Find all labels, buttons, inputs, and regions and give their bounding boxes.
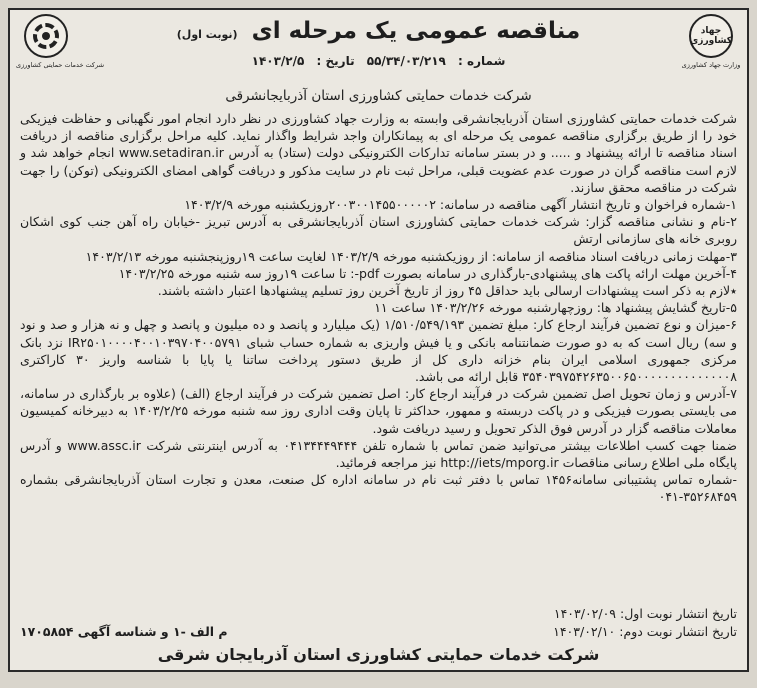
- company-heading: شرکت خدمات حمایتی کشاورزی استان آذربایجانشرقی: [225, 88, 532, 104]
- logo-label-top: جهاد: [700, 26, 722, 36]
- number-value: ۵۵/۳۴/۰۳/۲۱۹: [366, 54, 446, 68]
- tender-notice: [8, 8, 749, 672]
- item-6: ۶-میزان و نوع تضمین فرآیند ارجاع کار: مبلغ تضمین ۱/۵۱۰/۵۴۹/۱۹۳ (یک میلیارد و پانصد و ده میلیون و پانصد و چهل و نه هزار و صد و نود و سه) ریال است که به دو صورت ضمانتنامه بانکی و یا فیش واریزی به شماره حساب شبای IR۲۵۰۱۰۰۰۰۴۰۰۱۰۳۹۷۰۴۰۰۵۷۹۱ نزد بانک مرکزی جمهوری اسلامی ایران بنام خزانه داری کل از طریق دستور پرداخت ساتنا یا پایا با شناسه واریز ۳۰ کاراکتری ۳۵۴۰۳۹۷۵۴۲۶۳۵۰۰۶۵۰۰۰۰۰۰۰۰۰۰۰۰۰۰۸ قابل ارائه می باشد.: [20, 317, 738, 385]
- item-7: ۷-آدرس و زمان تحویل اصل تضمین شرکت در فرآیند ارجاع کار: اصل تضمین شرکت در فرآیند ارجاع (الف) (علاوه بر بارگذاری در سامانه، می بایستی بصورت فیزیکی و در پاکت دربسته و ممهور، حداکثر تا پایان وقت اداری روز سه شنبه مورخه ۱۴۰۳/۲/۲۵ به دبیرخانه کمیسیون معاملات مناقصه گزار در آدرس فوق الذکر تحویل و رسید دریافت شود.: [20, 386, 737, 436]
- intro-paragraph: شرکت خدمات حمایتی کشاورزی استان آذربایجانشرقی وابسته به وزارت جهاد کشاورزی در نظر دارد انجام امور نگهبانی و حفاظت فیزیکی خود را از طریق برگزاری مناقصه عمومی یک مرحله ای به پیمانکاران واجد شرایط واگذار نماید. کلیه مراحل برگزاری مناقصه از دریافت اسناد مناقصه تا ارائه پیشنهاد و ..... و در بستر سامانه تدارکات الکترونیکی دولت (ستاد) به آدرس www.setadiran.ir انجام خواهد شد و لازم است مناقصه گران در صورت عدم عضویت قبلی، مراحل ثبت نام در سایت مذکور و دریافت گواهی امضای الکترونیکی (توکن) را جهت شرکت در مناقصه محقق سازند.: [20, 111, 737, 195]
- title-subtitle: (نوبت اول): [176, 28, 238, 41]
- notice-footer: [20, 605, 737, 664]
- item-3: ۳-مهلت زمانی دریافت اسناد مناقصه از سامانه: از روزیکشنبه مورخه ۱۴۰۳/۲/۹ لغایت ساعت ۱۹روزپنجشنبه مورخه ۱۴۰۳/۲/۱۳: [85, 248, 737, 264]
- support-paragraph: -شماره تماس پشتیبانی سامانه۱۴۵۶ تماس با دفتر ثبت نام در سامانه اداره کل صنعت، معدن و تجارت استان آذربایجانشرقی بشماره ۳۵۲۶۸۴۵۹-۰۴۱: [20, 472, 737, 505]
- date-label: تاریخ :: [316, 54, 355, 68]
- number-label: شماره :: [458, 54, 506, 68]
- logo-caption: شرکت خدمات حمایتی کشاورزی: [16, 61, 105, 69]
- logo-caption: وزارت جهاد کشاورزی: [681, 61, 741, 69]
- contact-paragraph: ضمنا جهت کسب اطلاعات بیشتر می‌توانید ضمن تماس با شماره تلفن ۰۴۱۳۴۴۴۹۴۴۴ به آدرس اینترنتی شرکت www.assc.ir و آدرس پایگاه ملی اطلاع رسانی مناقصات http://iets/mporg.ir نیز مراجعه فرمائید.: [20, 437, 737, 471]
- publish-second: تاریخ انتشار نوبت دوم: ۱۴۰۳/۰۲/۱۰: [553, 624, 737, 639]
- publish-row-2: [20, 623, 737, 641]
- reference-line: [90, 52, 667, 70]
- gear-icon: [24, 14, 68, 58]
- item-5: ۵-تاریخ گشایش پیشنهاد ها: روزچهارشنبه مورخه ۱۴۰۳/۲/۲۶ ساعت ۱۱: [374, 300, 737, 316]
- emblem-icon: [689, 14, 733, 58]
- company-logo: [16, 14, 105, 80]
- title-text: مناقصه عمومی یک مرحله ای: [251, 18, 581, 44]
- notice-header: [90, 16, 667, 70]
- footer-company: شرکت خدمات حمایتی کشاورزی استان آذربایجان شرقی: [157, 645, 600, 664]
- agriculture-ministry-logo: [681, 14, 741, 80]
- publish-first: تاریخ انتشار نوبت اول: ۱۴۰۳/۰۲/۰۹: [553, 606, 737, 621]
- page-title: [90, 16, 667, 50]
- notice-body: [20, 110, 737, 506]
- item-2: ۲-نام و نشانی مناقصه گزار: شرکت خدمات حمایتی کشاورزی استان آذربایجانشرقی به آدرس تبریز -خیابان راه آهن جنب کوی اشکان روبری خانه های سازمانی ارتش: [20, 214, 737, 247]
- item-1: ۱-شماره فراخوان و تاریخ انتشار آگهی مناقصه در سامانه: ۲۰۰۳۰۰۱۴۵۵۰۰۰۰۰۲روزیکشنبه مورخه ۱۴۰۳/۲/۹: [184, 197, 737, 213]
- date-value: ۱۴۰۳/۲/۵: [251, 54, 305, 68]
- ad-identifier: م الف -۱ و شناسه آگهی ۱۷۰۵۸۵۴: [20, 624, 228, 639]
- item-validity-note: ٭لازم به ذکر است پیشنهادات ارسالی باید حداقل ۴۵ روز از تاریخ آخرین روز تسلیم پیشنهادها اعتبار داشته باشند.: [157, 283, 737, 299]
- logo-label-bottom: کشاورزی: [690, 36, 732, 46]
- publish-row-1: [20, 605, 737, 623]
- item-4: ۴-آخرین مهلت ارائه پاکت های پیشنهادی-بارگذاری در سامانه بصورت pdf-: تا ساعت ۱۹روز سه شنبه مورخه ۱۴۰۳/۲/۲۵: [118, 265, 737, 281]
